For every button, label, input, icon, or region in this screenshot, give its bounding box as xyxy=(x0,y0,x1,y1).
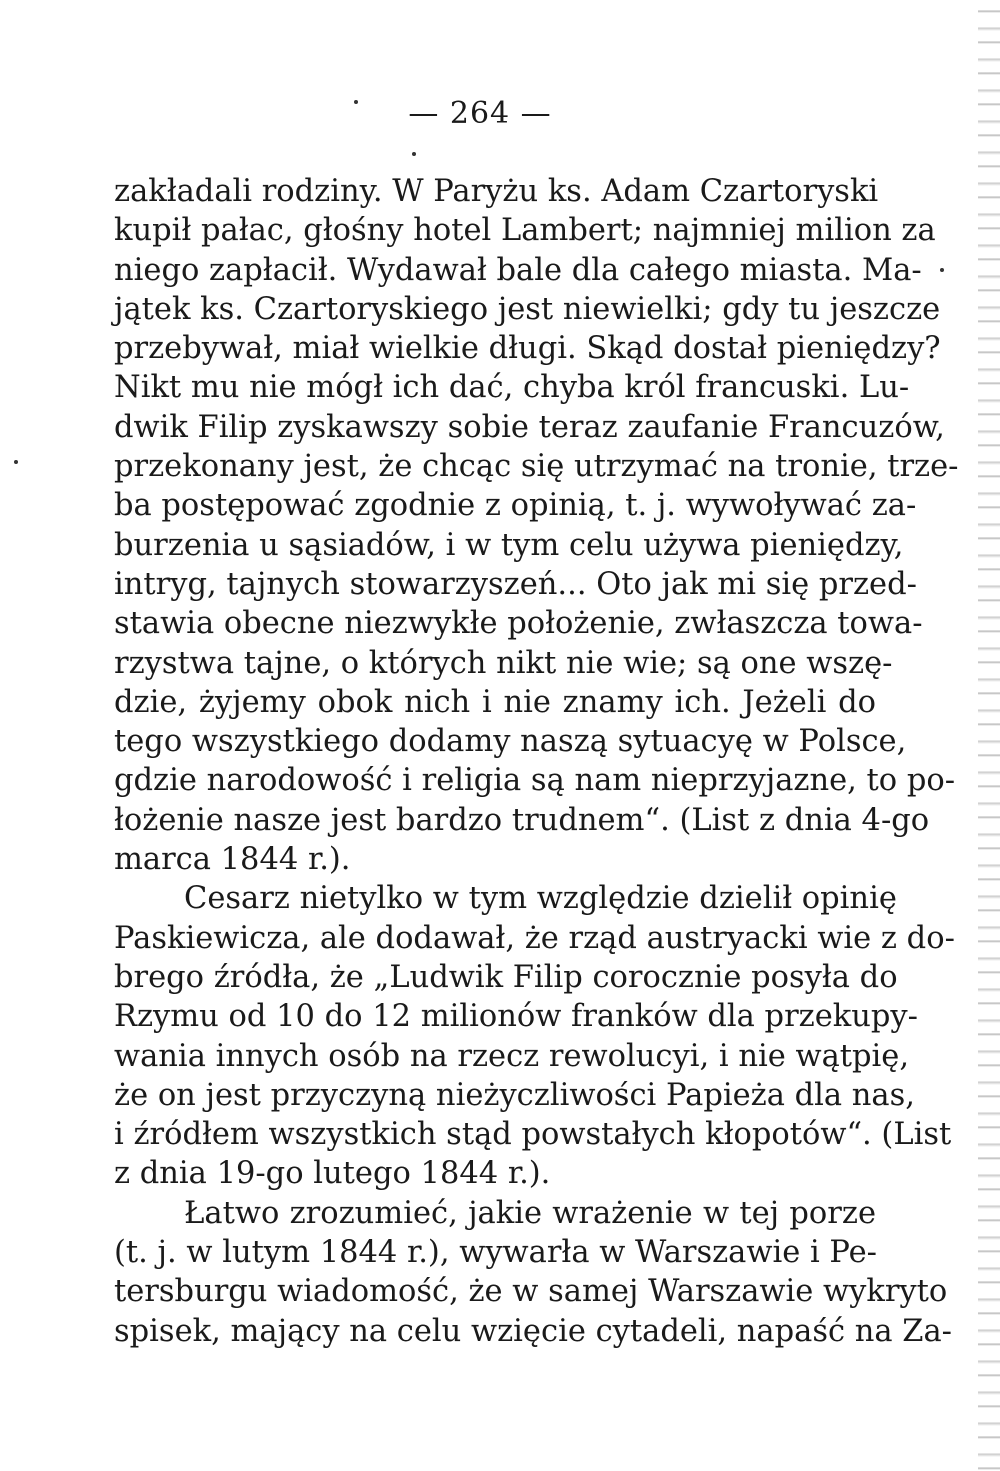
text-line: z dnia 19-go lutego 1844 r.). xyxy=(114,1156,551,1192)
text-line: tego wszystkiego dodamy naszą sytuacyę w Polsce, xyxy=(114,724,907,760)
text-line: Paskiewicza, ale dodawał, że rząd austryacki wie z do- xyxy=(114,920,955,956)
print-speck xyxy=(940,268,944,272)
page-edge-decoration xyxy=(978,0,1000,1471)
text-line: ba postępować zgodnie z opinią, t. j. wywoływać za- xyxy=(114,488,917,524)
text-line: przebywał, miał wielkie długi. Skąd dostał pieniędzy? xyxy=(114,331,941,367)
text-line: łożenie nasze jest bardzo trudnem“. (List z dnia 4-go xyxy=(114,802,930,838)
text-line: stawia obecne niezwykłe położenie, zwłaszcza towa- xyxy=(114,606,923,642)
text-line: marca 1844 r.). xyxy=(114,842,351,878)
text-line: rzystwa tajne, o których nikt nie wie; są one wszę- xyxy=(114,645,893,681)
text-line: Rzymu od 10 do 12 milionów franków dla przekupy- xyxy=(114,999,918,1035)
text-line: dzie, żyjemy obok nich i nie znamy ich. Jeżeli do xyxy=(114,684,876,720)
text-line: burzenia u sąsiadów, i w tym celu używa pieniędzy, xyxy=(114,527,904,563)
text-line: niego zapłacił. Wydawał bale dla całego miasta. Ma- xyxy=(114,252,922,288)
text-line: wania innych osób na rzecz rewolucyi, i nie wątpię, xyxy=(114,1038,910,1074)
page-number: — 264 — xyxy=(408,96,552,131)
text-line: spisek, mający na celu wzięcie cytadeli, napaść na Za- xyxy=(114,1313,952,1349)
text-line: że on jest przyczyną nieżyczliwości Papieża dla nas, xyxy=(114,1077,915,1113)
text-line: i źródłem wszystkich stąd powstałych kłopotów“. (List xyxy=(114,1117,952,1153)
text-line: Nikt mu nie mógł ich dać, chyba król francuski. Lu- xyxy=(114,370,910,406)
text-line: Cesarz nietylko w tym względzie dzielił opinię xyxy=(184,881,897,917)
text-line: Łatwo zrozumieć, jakie wrażenie w tej porze xyxy=(184,1195,876,1231)
print-speck xyxy=(412,152,416,156)
text-line: kupił pałac, głośny hotel Lambert; najmniej milion za xyxy=(114,213,936,249)
print-speck xyxy=(354,100,358,104)
text-line: gdzie narodowość i religia są nam nieprzyjazne, to po- xyxy=(114,763,956,799)
print-speck xyxy=(14,460,18,464)
text-line: intryg, tajnych stowarzyszeń... Oto jak mi się przed- xyxy=(114,566,917,602)
text-line: przekonany jest, że chcąc się utrzymać na tronie, trze- xyxy=(114,449,959,485)
text-line: zakładali rodziny. W Paryżu ks. Adam Czartoryski xyxy=(114,174,879,209)
text-line: (t. j. w lutym 1844 r.), wywarła w Warszawie i Pe- xyxy=(114,1235,877,1271)
text-line: jątek ks. Czartoryskiego jest niewielki; gdy tu jeszcze xyxy=(114,291,941,327)
text-line: tersburgu wiadomość, że w samej Warszawie wykryto xyxy=(114,1274,948,1310)
body-text xyxy=(114,172,959,1351)
text-line: dwik Filip zyskawszy sobie teraz zaufanie Francuzów, xyxy=(114,409,945,445)
text-line: brego źródła, że „Ludwik Filip corocznie posyła do xyxy=(114,959,898,995)
